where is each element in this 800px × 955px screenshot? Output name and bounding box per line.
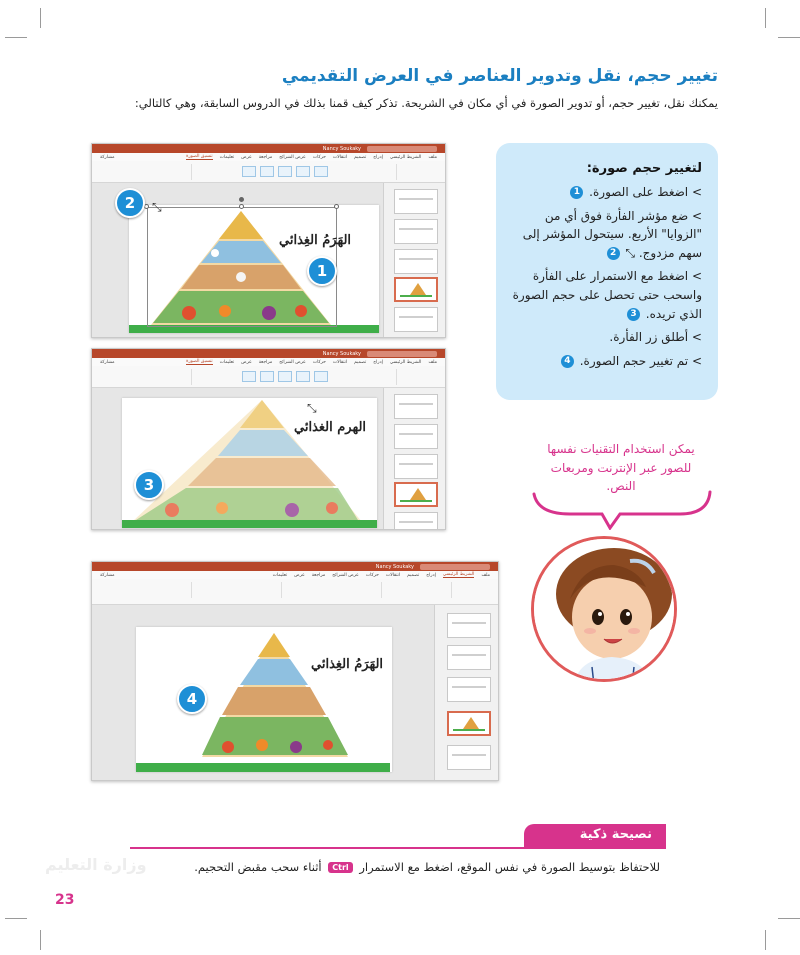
title-bar <box>92 349 445 358</box>
tip-label: نصيحة ذكية <box>524 824 666 848</box>
ppt-screenshot-2 <box>91 348 446 530</box>
search-box[interactable] <box>367 146 437 152</box>
page-number: 23 <box>55 892 75 908</box>
tip-divider <box>130 847 666 849</box>
tab-picture-format[interactable]: تنسيق الصورة <box>186 154 213 159</box>
share-button[interactable]: مشاركة <box>100 359 115 365</box>
step-item <box>508 183 702 202</box>
picture-style-button[interactable] <box>260 371 274 382</box>
ppt-screenshot-1 <box>91 143 446 338</box>
slide-thumbnail[interactable] <box>394 454 438 479</box>
share-button[interactable]: مشاركة <box>100 154 115 160</box>
step-text: > اضغط مع الاستمرار على الفأرة واسحب حتى تحصل على حجم الصورة الذي تريده. <box>512 269 702 321</box>
slide-thumbnail[interactable] <box>447 645 491 670</box>
tab-slideshow[interactable]: عرض الشرائح <box>332 572 359 578</box>
step-number: 1 <box>570 186 583 199</box>
slide-thumbnail[interactable] <box>447 613 491 638</box>
crop-mark <box>765 8 766 28</box>
crop-mark <box>40 8 41 28</box>
step-item <box>508 328 702 347</box>
slide-thumbnail-selected[interactable] <box>394 482 438 507</box>
step-number: 3 <box>627 308 640 321</box>
tab-design[interactable]: تصميم <box>354 154 367 160</box>
slide-canvas[interactable] <box>122 398 377 528</box>
ribbon-toolbar <box>92 366 445 388</box>
step-number: 2 <box>607 247 620 260</box>
tab-review[interactable]: مراجعة <box>258 154 273 160</box>
slide-thumbnail[interactable] <box>394 219 438 244</box>
slide-thumbnail[interactable] <box>394 249 438 274</box>
ribbon-tabs <box>92 358 445 366</box>
step-item <box>508 267 702 323</box>
title-bar <box>92 144 445 153</box>
workspace <box>92 183 445 337</box>
step-item <box>508 352 702 371</box>
tab-transitions[interactable]: انتقالات <box>385 572 401 578</box>
tip-text <box>100 860 660 874</box>
crop-mark <box>5 918 27 919</box>
tool-group <box>122 582 192 598</box>
resize-handle[interactable] <box>334 204 339 209</box>
tool-group <box>202 582 282 598</box>
workspace <box>92 605 498 780</box>
tab-home[interactable]: الشريط الرئيسي <box>389 154 422 160</box>
step-badge-4: 4 <box>177 684 207 714</box>
slide-thumbnail[interactable] <box>394 307 438 332</box>
tab-slideshow[interactable]: عرض الشرائح <box>279 154 306 160</box>
ribbon-toolbar <box>92 579 498 605</box>
step-text: > أطلق زر الفأرة. <box>609 330 702 345</box>
section-title: تغيير حجم، نقل وتدوير العناصر في العرض التقديمي <box>281 66 718 86</box>
rotate-handle[interactable] <box>239 197 244 202</box>
tab-view[interactable]: عرض <box>241 154 252 160</box>
crop-mark <box>778 918 800 919</box>
tab-transitions[interactable]: انتقالات <box>332 154 348 160</box>
tab-review[interactable]: مراجعة <box>258 359 273 365</box>
tab-file[interactable]: ملف <box>428 359 437 365</box>
tab-slideshow[interactable]: عرض الشرائح <box>279 359 306 365</box>
search-box[interactable] <box>420 564 490 570</box>
picture-style-button[interactable] <box>278 166 292 177</box>
picture-style-button[interactable] <box>314 166 328 177</box>
speech-text: يمكن استخدام التقنيات نفسها للصور عبر الإنترنت ومربعات النص. <box>547 442 695 494</box>
tab-design[interactable]: تصميم <box>407 572 420 578</box>
picture-style-button[interactable] <box>260 166 274 177</box>
tab-help[interactable]: تعليمات <box>219 359 235 365</box>
slide-canvas[interactable] <box>136 627 392 772</box>
slide-thumbnails <box>434 605 498 780</box>
girl-character-avatar <box>531 536 677 682</box>
ribbon-tabs <box>92 571 498 579</box>
slide-title: الهرم الغذائي <box>294 420 367 435</box>
tool-group <box>392 582 452 598</box>
ctrl-key-badge: Ctrl <box>328 862 352 873</box>
green-strip <box>136 763 390 772</box>
step-text: > تم تغيير حجم الصورة. <box>579 353 702 368</box>
search-box[interactable] <box>367 351 437 357</box>
slide-thumbnails <box>383 183 445 337</box>
tab-file[interactable]: ملف <box>481 572 490 578</box>
step-badge-1: 1 <box>307 256 337 286</box>
tab-insert[interactable]: إدراج <box>373 359 383 365</box>
tab-animations[interactable]: حركات <box>312 154 326 160</box>
tab-animations[interactable]: حركات <box>365 572 379 578</box>
tab-animations[interactable]: حركات <box>312 359 326 365</box>
ribbon-toolbar <box>92 161 445 183</box>
step-text: > اضغط على الصورة. <box>589 185 702 199</box>
tab-design[interactable]: تصميم <box>354 359 367 365</box>
crop-mark <box>5 37 27 38</box>
tool-group <box>292 582 382 598</box>
tab-view[interactable]: عرض <box>294 572 305 578</box>
step-badge-2: 2 <box>115 188 145 218</box>
share-button[interactable]: مشاركة <box>100 572 115 578</box>
tab-home[interactable]: الشريط الرئيسي <box>442 572 475 577</box>
step-badge-3: 3 <box>134 470 164 500</box>
double-arrow-icon: ⤡ <box>625 245 636 260</box>
food-pyramid-image[interactable] <box>122 398 377 528</box>
ministry-watermark: وزارة التعليم <box>45 855 147 874</box>
picture-style-button[interactable] <box>278 371 292 382</box>
tab-view[interactable]: عرض <box>241 359 252 365</box>
girl-character-illustration <box>534 539 677 682</box>
crop-mark <box>765 930 766 950</box>
slide-thumbnail-selected[interactable] <box>394 277 438 302</box>
picture-style-button[interactable] <box>296 371 310 382</box>
workspace <box>92 388 445 529</box>
picture-style-button[interactable] <box>242 166 256 177</box>
user-name: Nancy Soukaky <box>375 563 414 570</box>
tab-help[interactable]: تعليمات <box>219 154 235 160</box>
slide-thumbnail-selected[interactable] <box>447 711 491 736</box>
tab-insert[interactable]: إدراج <box>373 154 383 160</box>
crop-mark <box>778 37 800 38</box>
slide-thumbnails <box>383 388 445 529</box>
ppt-screenshot-3 <box>91 561 499 781</box>
title-bar <box>92 562 498 571</box>
picture-style-button[interactable] <box>314 371 328 382</box>
intro-text: يمكنك نقل، تغيير حجم، أو تدوير الصورة في أي مكان في الشريحة. تذكر كيف قمنا بذلك في الدروس السابقة، وهي كالتالي: <box>134 96 718 110</box>
slide-thumbnail[interactable] <box>394 394 438 419</box>
user-name: Nancy Soukaky <box>322 350 361 357</box>
slide-thumbnail[interactable] <box>447 745 491 770</box>
picture-style-button[interactable] <box>296 166 310 177</box>
instructions-heading: لتغيير حجم صورة: <box>586 161 702 176</box>
tool-group <box>342 369 397 385</box>
tab-file[interactable]: ملف <box>428 154 437 160</box>
user-name: Nancy Soukaky <box>322 145 361 152</box>
slide-title: الهَرَمُ الغِذائي <box>279 233 352 248</box>
slide-thumbnail[interactable] <box>447 677 491 702</box>
resize-handle[interactable] <box>239 204 244 209</box>
tip-text-after: أثناء سحب مقبض التحجيم. <box>194 860 322 874</box>
picture-style-button[interactable] <box>242 371 256 382</box>
tab-home[interactable]: الشريط الرئيسي <box>389 359 422 365</box>
step-item <box>508 207 702 263</box>
instructions-box <box>496 143 718 400</box>
tab-help[interactable]: تعليمات <box>272 572 288 578</box>
slide-canvas[interactable] <box>129 205 379 333</box>
tab-transitions[interactable]: انتقالات <box>332 359 348 365</box>
resize-cursor-icon: ⤡ <box>152 200 162 214</box>
tip-text-before: للاحتفاظ بتوسيط الصورة في نفس الموقع، اضغط مع الاستمرار <box>359 860 660 874</box>
tool-group <box>132 369 192 385</box>
slide-thumbnail[interactable] <box>394 189 438 214</box>
food-pyramid-image[interactable] <box>136 627 392 772</box>
tab-review[interactable]: مراجعة <box>311 572 326 578</box>
resize-cursor-icon: ⤡ <box>307 401 317 415</box>
tool-group <box>132 164 192 180</box>
step-text: > ضع مؤشر الفأرة فوق أي من "الزوايا" الأربع. سيتحول المؤشر إلى سهم مزدوج. <box>522 208 702 260</box>
tab-insert[interactable]: إدراج <box>426 572 436 578</box>
tab-picture-format[interactable]: تنسيق الصورة <box>186 359 213 364</box>
slide-title: الهَرَمُ الغِذائي <box>311 657 384 672</box>
slide-thumbnail[interactable] <box>394 424 438 449</box>
step-number: 4 <box>561 355 574 368</box>
crop-mark <box>40 930 41 950</box>
tool-group <box>342 164 397 180</box>
slide-thumbnail[interactable] <box>394 512 438 530</box>
ribbon-tabs <box>92 153 445 161</box>
